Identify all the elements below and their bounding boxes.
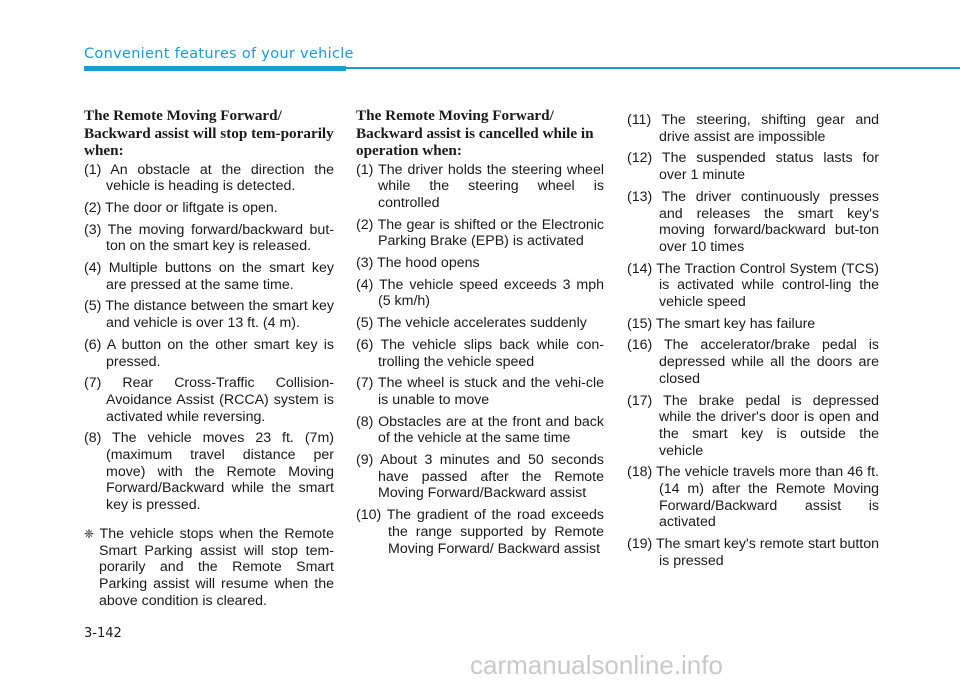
- item-number: (11): [627, 112, 652, 128]
- header-accent-bar: [84, 66, 346, 71]
- stop-note: [84, 526, 334, 610]
- item-text: The moving forward/backward but-ton on the smart key is released.: [106, 221, 334, 255]
- item-number: (3): [84, 221, 102, 238]
- item-number: (1): [84, 161, 102, 178]
- item-text: The wheel is stuck and the vehi-cle is unable to move: [377, 375, 605, 408]
- column-cancel-conditions-continued: [627, 112, 879, 575]
- item-number: (1): [356, 161, 374, 178]
- item-text: The vehicle moves 23 ft. (7m) (maximum travel distance per move) with the Remote Moving Forward/Backward while the smart key is pressed.: [106, 430, 334, 514]
- item-text: The gradient of the road exceeds the range supported by Remote Moving Forward/ Backward assist: [386, 507, 604, 557]
- list-item: [84, 298, 334, 331]
- item-text: About 3 minutes and 50 seconds have passed after the Remote Moving Forward/Backward assist: [378, 452, 604, 502]
- note-mark-icon: ❈: [84, 526, 95, 541]
- list-item: [627, 536, 879, 569]
- list-item: [627, 337, 879, 387]
- list-item: [356, 277, 604, 310]
- item-number: (7): [84, 375, 102, 392]
- item-text: The vehicle speed exceeds 3 mph (5 km/h): [378, 276, 605, 310]
- item-text: The door or liftgate is open.: [105, 199, 278, 216]
- item-number: (14): [627, 260, 653, 277]
- list-item: [627, 189, 879, 256]
- item-number: (19): [627, 536, 653, 553]
- item-text: The steering, shifting gear and drive assist are impossible: [659, 112, 879, 145]
- page-number: 3-142: [84, 626, 122, 641]
- list-item: [84, 337, 334, 370]
- list-item: [627, 150, 879, 183]
- list-item: [356, 452, 604, 502]
- list-item: [84, 260, 334, 293]
- item-text: The suspended status lasts for over 1 minute: [659, 150, 880, 184]
- item-number: (8): [356, 413, 374, 430]
- item-text: The distance between the smart key and vehicle is over 13 ft. (4 m).: [105, 298, 334, 332]
- header-divider-line: [346, 67, 960, 69]
- item-number: (2): [356, 216, 374, 233]
- column-cancel-conditions: [356, 107, 604, 562]
- item-text: Obstacles are at the front and back of the vehicle at the same time: [378, 413, 604, 447]
- list-item: [356, 414, 604, 447]
- item-text: The hood opens: [377, 255, 480, 272]
- item-number: (2): [84, 199, 102, 216]
- item-number: (10): [356, 507, 382, 524]
- cancel-conditions-list-continued: [627, 112, 879, 570]
- list-item: [356, 375, 604, 408]
- item-text: A button on the other smart key is pressed.: [106, 336, 334, 370]
- item-number: (18): [627, 464, 653, 481]
- list-item: [84, 375, 334, 425]
- item-number: (16): [627, 337, 653, 354]
- item-number: (6): [356, 336, 374, 353]
- item-number: (5): [84, 298, 102, 315]
- item-number: (6): [84, 336, 102, 353]
- section-title: Convenient features of your vehicle: [84, 46, 354, 62]
- cancel-conditions-list: [356, 162, 604, 558]
- item-text: The driver continuously presses and releases the smart key's moving forward/backward but-ton over 10 times: [659, 188, 880, 255]
- list-item: [356, 315, 604, 332]
- item-text: The brake pedal is depressed while the driver's door is open and the smart key is outside the vehicle: [659, 392, 879, 459]
- item-text: The vehicle slips back while con-trolling the vehicle speed: [378, 336, 605, 370]
- item-number: (4): [84, 260, 102, 277]
- item-number: (17): [627, 392, 653, 409]
- item-text: Rear Cross-Traffic Collision-Avoidance Assist (RCCA) system is activated while reversing.: [106, 375, 334, 425]
- list-item: [356, 337, 604, 370]
- column-stop-conditions: [84, 107, 334, 609]
- list-item: [84, 200, 334, 217]
- item-number: (15): [627, 315, 653, 332]
- list-item: [84, 430, 334, 514]
- list-item: [84, 222, 334, 255]
- list-item: [356, 162, 604, 212]
- item-text: The smart key's remote start button is pressed: [655, 536, 879, 569]
- list-item: [627, 316, 879, 333]
- list-item: [627, 464, 879, 531]
- item-number: (8): [84, 430, 102, 447]
- item-text: The accelerator/brake pedal is depressed while all the doors are closed: [659, 337, 879, 387]
- item-number: (3): [356, 255, 374, 272]
- item-text: The driver holds the steering wheel while the steering wheel is controlled: [378, 161, 604, 211]
- item-number: (13): [627, 188, 653, 205]
- item-text: The gear is shifted or the Electronic Parking Brake (EPB) is activated: [377, 216, 605, 250]
- item-text: The vehicle accelerates suddenly: [377, 315, 587, 332]
- list-item: [356, 507, 604, 557]
- list-item: [627, 393, 879, 460]
- list-item: [84, 162, 334, 195]
- list-item: [356, 217, 604, 250]
- item-number: (5): [356, 315, 374, 332]
- list-item: [627, 112, 879, 145]
- list-item: [627, 261, 879, 311]
- item-number: (4): [356, 276, 374, 293]
- stop-conditions-heading: The Remote Moving Forward/ Backward assist will stop tem-porarily when:: [84, 107, 334, 159]
- stop-note-text: The vehicle stops when the Remote Smart Parking assist will stop tem-porarily and the Remote Smart Parking assist will resume when the above condition is cleared.: [99, 525, 335, 609]
- item-text: Multiple buttons on the smart key are pressed at the same time.: [106, 260, 335, 293]
- item-number: (12): [627, 150, 653, 167]
- list-item: [356, 255, 604, 272]
- item-number: (7): [356, 375, 374, 392]
- item-number: (9): [356, 452, 374, 469]
- item-text: The smart key has failure: [655, 315, 816, 332]
- item-text: The vehicle travels more than 46 ft. (14 m) after the Remote Moving Forward/Backward assist is activated: [656, 464, 880, 531]
- item-text: An obstacle at the direction the vehicle is heading is detected.: [106, 161, 334, 195]
- watermark: carmanualsonline.info: [470, 650, 723, 680]
- stop-conditions-list: [84, 162, 334, 514]
- item-text: The Traction Control System (TCS) is activated while control-ling the vehicle speed: [656, 260, 879, 311]
- cancel-conditions-heading: The Remote Moving Forward/ Backward assist is cancelled while in operation when:: [356, 107, 594, 159]
